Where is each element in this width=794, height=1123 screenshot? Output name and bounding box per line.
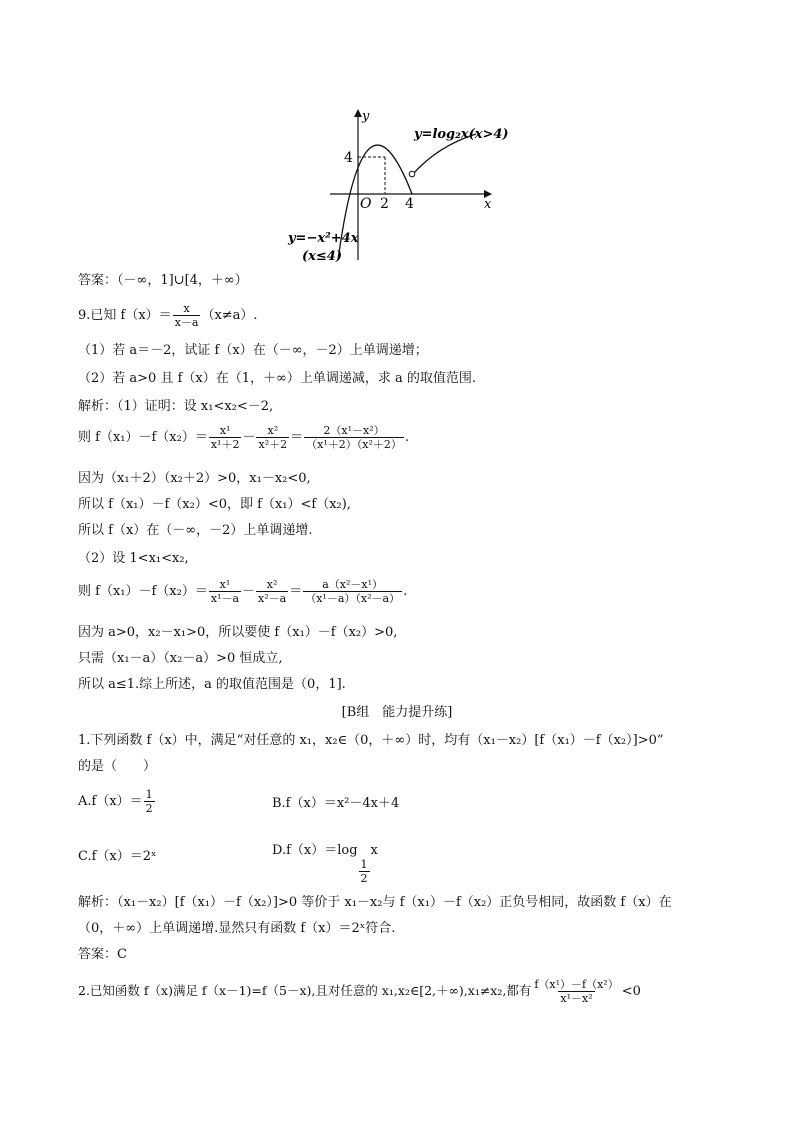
q8-answer: 答案：（－∞，1]∪[4，＋∞） (78, 273, 248, 288)
option-d-prefix: D.f（x）＝log (272, 843, 358, 858)
eq1-equals: ＝ (290, 430, 304, 445)
q9-title-suffix: （x≠a）. (201, 308, 258, 323)
q9-title-den: x－a (174, 316, 199, 329)
q9-equation-1 (78, 424, 409, 451)
q9-line-c: 所以 f（x）在（－∞，－2）上单调递增. (78, 523, 313, 538)
eq1-end: . (404, 430, 409, 445)
option-a-den: 2 (145, 802, 153, 815)
b-q1-option-a (78, 788, 156, 815)
b-q1-answer: 答案：C (78, 947, 127, 962)
q9-line-b: 所以 f（x₁）－f（x₂）<0，即 f（x₁）<f（x₂), (78, 497, 351, 512)
option-a-num: 1 (145, 788, 153, 801)
eq2-f1-num: x¹ (219, 578, 231, 591)
eq1-f3-num: 2（x¹－x²） (323, 424, 385, 437)
eq1-f2-num: x² (267, 424, 279, 437)
eq1-f3-den: （x¹＋2）（x²＋2） (306, 438, 402, 451)
section-b-heading: [B组 能力提升练] (341, 705, 453, 720)
tick-2-label: 2 (380, 196, 389, 212)
eq1-f1-den: x¹＋2 (210, 438, 240, 451)
eq1-f2-den: x²＋2 (258, 438, 288, 451)
b-q1-stem-1: 1.下列函数 f（x）中，满足“对任意的 x₁，x₂∈（0，＋∞）时，均有（x₁－x₂）[f（x₁）－f（x₂）]>0” (78, 733, 664, 748)
tick-4y-label: 4 (344, 150, 353, 166)
q9-title-num: x (183, 302, 190, 315)
q2-frac-num: f（x¹）－f（x²） (534, 978, 619, 991)
parabola-label: y=−x²+4x (288, 231, 359, 246)
x-axis-label: x (484, 197, 492, 212)
eq2-frac-3 (303, 578, 402, 605)
eq2-end: . (403, 584, 408, 599)
option-d-den: 2 (360, 872, 368, 885)
eq2-equals: ＝ (289, 584, 303, 599)
q9-part1: （1）若 a＝－2，试证 f（x）在（－∞，－2）上单调递增； (78, 343, 428, 358)
q2-frac-den: x¹－x² (560, 992, 593, 1005)
eq2-f3-num: a（x²－x¹） (322, 578, 384, 591)
b-q1-option-c: C.f（x）＝2ˣ (78, 849, 157, 864)
eq1-f1-num: x¹ (219, 424, 231, 437)
option-d-suffix: x (370, 843, 378, 858)
q9-equation-2 (78, 578, 407, 605)
q9-title (78, 302, 258, 329)
q2-stem-suffix: <0 (621, 984, 641, 999)
eq2-minus: － (242, 584, 256, 599)
eq2-f3-den: （x¹－a）（x²－a） (305, 592, 401, 605)
b-q2-stem (78, 978, 641, 1005)
eq2-frac-1 (209, 578, 241, 605)
open-point-icon (409, 171, 415, 177)
b-q1-option-d (272, 842, 378, 885)
option-a-fraction (144, 788, 155, 815)
tick-4x-label: 4 (405, 196, 414, 212)
eq2-frac-2 (256, 578, 288, 605)
function-graph (280, 100, 520, 270)
b-q1-solution-2: （0，＋∞）上单调递增.显然只有函数 f（x）＝2ˣ符合. (78, 921, 396, 936)
q9-part2: （2）若 a>0 且 f（x）在（1，＋∞）上单调递减，求 a 的取值范围. (78, 371, 476, 386)
q9-line-a: 因为（x₁＋2）（x₂＋2）>0，x₁－x₂<0, (78, 471, 311, 486)
q9-title-prefix: 9.已知 f（x）＝ (78, 308, 172, 323)
eq1-frac-3 (304, 424, 404, 451)
eq2-prefix: 则 f（x₁）－f（x₂）＝ (78, 584, 208, 599)
eq1-minus: － (242, 430, 256, 445)
eq1-frac-2 (256, 424, 289, 451)
option-d-base (359, 858, 370, 885)
parabola-domain-label: (x≤4) (302, 249, 342, 264)
eq2-f2-num: x² (266, 578, 278, 591)
q9-title-fraction (173, 302, 201, 329)
q9-line-f: 所以 a≤1.综上所述，a 的取值范围是（0，1]. (78, 677, 346, 692)
y-axis-label: y (362, 109, 370, 124)
eq2-f2-den: x²－a (258, 592, 287, 605)
b-q1-option-b: B.f（x）＝x²－4x＋4 (272, 796, 400, 811)
origin-label: O (360, 196, 372, 212)
q9-line-d: 因为 a>0，x₂－x₁>0，所以要使 f（x₁）－f（x₂）>0, (78, 625, 398, 640)
eq1-frac-1 (209, 424, 242, 451)
q9-line-e: 只需（x₁－a）（x₂－a）>0 恒成立, (78, 651, 283, 666)
option-a-prefix: A.f（x）＝ (78, 794, 143, 809)
log-curve-label: y=log₂x(x>4) (414, 127, 509, 142)
q2-stem-prefix: 2.已知函数 f（x)满足 f（x－1)=f（5－x),且对任意的 x₁,x₂∈[2,＋∞),x₁≠x₂,都有 (78, 983, 532, 998)
q9-part2-setup: （2）设 1<x₁<x₂, (78, 551, 189, 566)
option-d-num: 1 (360, 858, 368, 871)
b-q1-stem-2: 的是（ ） (78, 759, 157, 774)
q2-fraction (532, 978, 620, 1005)
eq2-f1-den: x¹－a (210, 592, 240, 605)
b-q1-solution-1: 解析：（x₁－x₂）[f（x₁）－f（x₂）]>0 等价于 x₁－x₂与 f（x₁）－f（x₂）正负号相同，故函数 f（x）在 (78, 895, 672, 910)
q9-solution-intro: 解析：（1）证明：设 x₁<x₂<－2, (78, 399, 274, 414)
eq1-prefix: 则 f（x₁）－f（x₂）＝ (78, 430, 208, 445)
y-axis-arrow-icon (354, 109, 362, 117)
